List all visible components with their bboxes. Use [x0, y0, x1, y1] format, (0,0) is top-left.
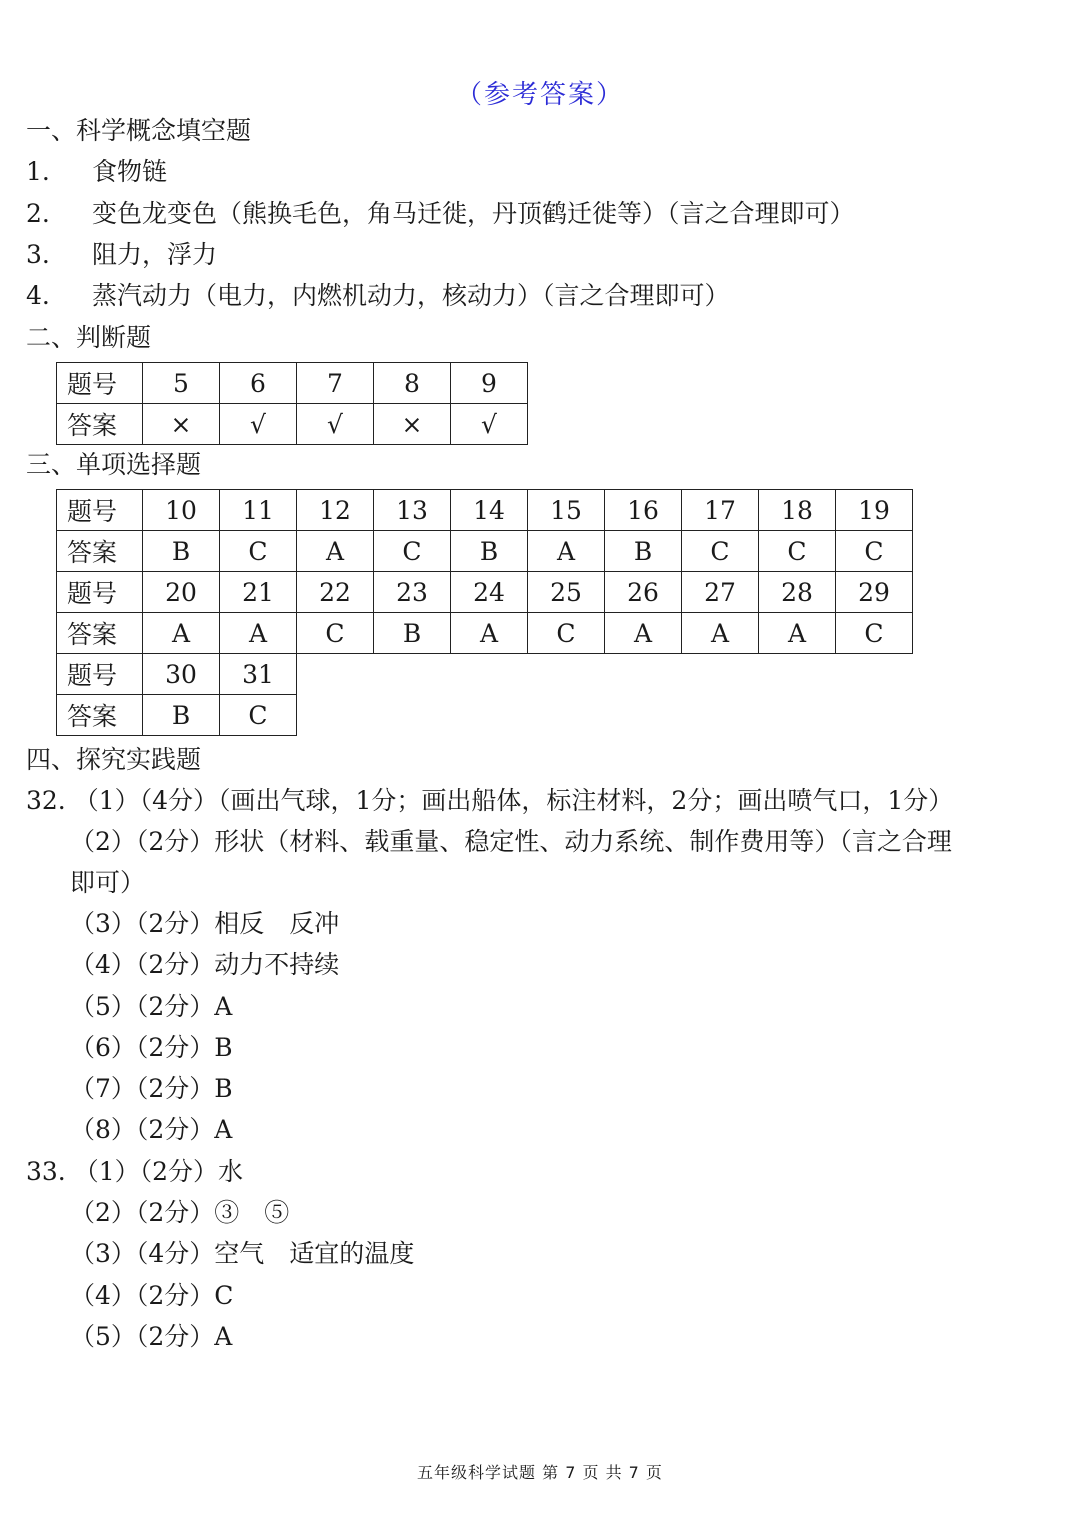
table-cell: 26 — [605, 572, 682, 613]
empty-area — [297, 695, 913, 736]
table-cell: 9 — [451, 363, 528, 404]
table-cell: 17 — [682, 490, 759, 531]
empty-area — [297, 654, 913, 695]
table-cell: 10 — [143, 490, 220, 531]
table-cell: 31 — [220, 654, 297, 695]
q32-line: 32. （1）（4分）（画出气球，1分；画出船体，标注材料，2分；画出喷气口，1分） — [26, 786, 954, 815]
fill-item — [26, 197, 855, 231]
table-cell: 22 — [297, 572, 374, 613]
q32-line: （7）（2分）B — [70, 1074, 233, 1103]
table-cell: 5 — [143, 363, 220, 404]
table-cell: B — [143, 531, 220, 572]
table-cell: 30 — [143, 654, 220, 695]
section4-heading: 四、探究实践题 — [26, 745, 202, 774]
table-cell: 18 — [759, 490, 836, 531]
table-cell: √ — [220, 404, 297, 445]
row-header-question: 题号 — [57, 654, 143, 695]
item-answer: 阻力，浮力 — [92, 240, 218, 269]
table-cell: C — [759, 531, 836, 572]
q32-line: （6）（2分）B — [70, 1033, 233, 1062]
table-cell: 8 — [374, 363, 451, 404]
fill-item — [26, 155, 167, 189]
table-cell: A — [220, 613, 297, 654]
item-answer: 蒸汽动力（电力，内燃机动力，核动力）（言之合理即可） — [92, 281, 730, 310]
page-footer: 五年级科学试题 第 7 页 共 7 页 — [417, 1463, 663, 1482]
table-cell: 7 — [297, 363, 374, 404]
table-row — [57, 404, 528, 445]
table-cell: C — [220, 695, 297, 736]
table-cell: √ — [451, 404, 528, 445]
row-header-answer: 答案 — [57, 404, 143, 445]
table-cell: B — [143, 695, 220, 736]
table-cell: 20 — [143, 572, 220, 613]
table-cell: 12 — [297, 490, 374, 531]
item-answer: 食物链 — [92, 157, 168, 186]
table-cell: C — [836, 613, 913, 654]
row-header-answer: 答案 — [57, 531, 143, 572]
choice-answer-table — [56, 489, 913, 736]
table-cell: 24 — [451, 572, 528, 613]
q33-line: （2）（2分）③ ⑤ — [70, 1198, 290, 1227]
section2-heading: 二、判断题 — [26, 323, 152, 352]
q33-line: （5）（2分）A — [70, 1322, 233, 1351]
table-row — [57, 695, 913, 736]
q33-line: （4）（2分）C — [70, 1281, 234, 1310]
fill-item — [26, 279, 730, 313]
item-answer: 变色龙变色（熊换毛色，角马迁徙，丹顶鹤迁徙等）（言之合理即可） — [92, 199, 855, 228]
table-row — [57, 531, 913, 572]
table-cell: 11 — [220, 490, 297, 531]
row-header-question: 题号 — [57, 572, 143, 613]
table-cell: 19 — [836, 490, 913, 531]
table-cell: A — [528, 531, 605, 572]
table-cell: B — [451, 531, 528, 572]
table-cell: 27 — [682, 572, 759, 613]
row-header-answer: 答案 — [57, 613, 143, 654]
table-cell: C — [220, 531, 297, 572]
table-cell: A — [451, 613, 528, 654]
table-cell: × — [143, 404, 220, 445]
table-row — [57, 572, 913, 613]
table-cell: 14 — [451, 490, 528, 531]
q32-line: （2）（2分）形状（材料、载重量、稳定性、动力系统、制作费用等）（言之合理 — [70, 827, 952, 856]
table-row — [57, 490, 913, 531]
table-cell: A — [143, 613, 220, 654]
item-number: 3. — [26, 240, 50, 269]
q32-line: 即可） — [70, 868, 146, 897]
table-cell: 13 — [374, 490, 451, 531]
table-cell: A — [682, 613, 759, 654]
table-cell: A — [297, 531, 374, 572]
table-cell: 25 — [528, 572, 605, 613]
page-title: （参考答案） — [455, 80, 624, 110]
table-cell: B — [374, 613, 451, 654]
judgement-answer-table — [56, 362, 528, 445]
table-cell: A — [605, 613, 682, 654]
table-cell: 29 — [836, 572, 913, 613]
table-cell: 23 — [374, 572, 451, 613]
q32-line: （3）（2分）相反 反冲 — [70, 909, 340, 938]
fill-item — [26, 238, 217, 272]
table-cell: 28 — [759, 572, 836, 613]
row-header-question: 题号 — [57, 490, 143, 531]
table-cell: 6 — [220, 363, 297, 404]
section1-heading: 一、科学概念填空题 — [26, 116, 252, 145]
item-number: 2. — [26, 199, 50, 228]
q33-line: （3）（4分）空气 适宜的温度 — [70, 1239, 415, 1268]
table-cell: 15 — [528, 490, 605, 531]
table-cell: × — [374, 404, 451, 445]
q32-line: （5）（2分）A — [70, 992, 233, 1021]
table-cell: √ — [297, 404, 374, 445]
section3-heading: 三、单项选择题 — [26, 450, 202, 479]
q32-line: （4）（2分）动力不持续 — [70, 950, 340, 979]
table-cell: C — [682, 531, 759, 572]
table-cell: C — [297, 613, 374, 654]
table-cell: C — [374, 531, 451, 572]
table-row — [57, 654, 913, 695]
row-header-answer: 答案 — [57, 695, 143, 736]
table-cell: B — [605, 531, 682, 572]
table-cell: C — [836, 531, 913, 572]
table-cell: 21 — [220, 572, 297, 613]
table-row — [57, 613, 913, 654]
item-number: 4. — [26, 281, 50, 310]
q33-line: 33. （1）（2分）水 — [26, 1157, 244, 1186]
row-header-question: 题号 — [57, 363, 143, 404]
table-row — [57, 363, 528, 404]
table-cell: A — [759, 613, 836, 654]
table-cell: 16 — [605, 490, 682, 531]
table-cell: C — [528, 613, 605, 654]
item-number: 1. — [26, 157, 50, 186]
q32-line: （8）（2分）A — [70, 1115, 233, 1144]
